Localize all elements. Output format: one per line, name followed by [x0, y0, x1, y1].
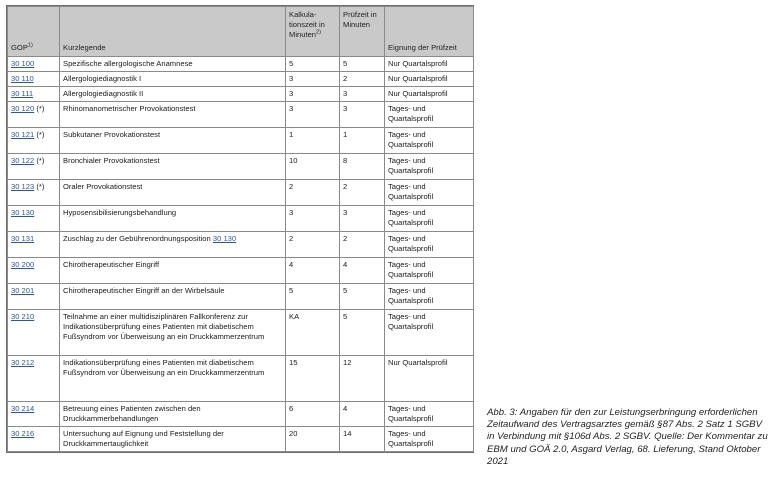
header-kurzlegende: Kurzlegende — [60, 7, 286, 57]
cell-gop — [8, 402, 60, 427]
table-row — [8, 102, 474, 128]
cell-kurzlegende — [60, 57, 286, 72]
cell-pruefzeit: 3 — [340, 87, 385, 102]
table-row — [8, 232, 474, 258]
figure-caption: Abb. 3: Angaben für den zur Leistungserbringung erforderlichen Zeitaufwand des Vertragsarztes gemäß §87 Abs. 2 Satz 1 SGBV in Verbindung mit §106d Abs. 2 SGBV. Quelle: Der Kommentar zu EBM und GOÄ 2.0, Asgard Verlag, 68. Lieferung, Stand Oktober 2021 — [487, 407, 768, 467]
gop-table-container — [6, 5, 474, 453]
kurzlegende-text: Untersuchung auf Eignung und Feststellung der Druckkammertauglichkeit — [63, 429, 224, 448]
cell-pruefzeit: 3 — [340, 206, 385, 232]
gop-marker: (*) — [36, 104, 45, 113]
cell-pruefzeit: 12 — [340, 356, 385, 402]
cell-eignung: Nur Quartalsprofil — [385, 87, 474, 102]
gop-link[interactable]: 30 216 — [11, 429, 35, 438]
cell-gop — [8, 258, 60, 284]
table-row — [8, 72, 474, 87]
gop-link[interactable]: 30 123 — [11, 182, 35, 191]
gop-link[interactable]: 30 131 — [11, 234, 35, 243]
cell-kalkulationszeit: 2 — [286, 232, 340, 258]
table-row — [8, 57, 474, 72]
cell-pruefzeit: 4 — [340, 258, 385, 284]
kurzlegende-text: Betreuung eines Patienten zwischen den Druckkammerbehandlungen — [63, 404, 201, 423]
kurzlegende-text: Indikationsüberprüfung eines Patienten mit diabetischem Fußsyndrom vor Überweisung an ein Druckkammerzentrum — [63, 358, 265, 377]
table-row — [8, 356, 474, 402]
header-eignung: Eignung der Prüfzeit — [385, 7, 474, 57]
cell-pruefzeit: 1 — [340, 128, 385, 154]
cell-gop — [8, 427, 60, 452]
cell-kurzlegende — [60, 258, 286, 284]
cell-kalkulationszeit: 3 — [286, 102, 340, 128]
cell-kalkulationszeit: 5 — [286, 57, 340, 72]
cell-kurzlegende — [60, 310, 286, 356]
gop-marker: (*) — [36, 130, 45, 139]
kurzlegende-text: Spezifische allergologische Anamnese — [63, 59, 193, 68]
gop-link[interactable]: 30 130 — [11, 208, 35, 217]
cell-kurzlegende — [60, 356, 286, 402]
cell-gop — [8, 356, 60, 402]
cell-kurzlegende — [60, 72, 286, 87]
gop-link[interactable]: 30 100 — [11, 59, 35, 68]
cell-kurzlegende — [60, 284, 286, 310]
header-gop: GOP$^{1)}$ — [8, 7, 60, 57]
cell-eignung: Tages- und Quartalsprofil — [385, 128, 474, 154]
cell-eignung: Nur Quartalsprofil — [385, 57, 474, 72]
cell-pruefzeit: 5 — [340, 284, 385, 310]
gop-link[interactable]: 30 200 — [11, 260, 35, 269]
cell-eignung: Tages- und Quartalsprofil — [385, 180, 474, 206]
cell-kalkulationszeit: 3 — [286, 87, 340, 102]
cell-kalkulationszeit: 6 — [286, 402, 340, 427]
cell-kalkulationszeit: 5 — [286, 284, 340, 310]
cell-gop — [8, 310, 60, 356]
cell-gop — [8, 180, 60, 206]
table-body — [8, 57, 474, 452]
gop-reference-link[interactable]: 30 130 — [212, 234, 237, 243]
cell-kurzlegende — [60, 180, 286, 206]
gop-link[interactable]: 30 212 — [11, 358, 35, 367]
cell-kalkulationszeit: 15 — [286, 356, 340, 402]
cell-kurzlegende — [60, 128, 286, 154]
cell-gop — [8, 87, 60, 102]
cell-pruefzeit: 2 — [340, 180, 385, 206]
cell-kalkulationszeit: 4 — [286, 258, 340, 284]
cell-eignung: Tages- und Quartalsprofil — [385, 284, 474, 310]
kurzlegende-text: Allergologiediagnostik II — [63, 89, 144, 98]
table-row — [8, 128, 474, 154]
cell-kalkulationszeit: 3 — [286, 72, 340, 87]
cell-kurzlegende — [60, 402, 286, 427]
cell-pruefzeit: 3 — [340, 102, 385, 128]
gop-link[interactable]: 30 111 — [11, 89, 34, 98]
cell-gop — [8, 102, 60, 128]
cell-kurzlegende — [60, 232, 286, 258]
kurzlegende-text: Subkutaner Provokationstest — [63, 130, 161, 139]
cell-kurzlegende — [60, 87, 286, 102]
cell-pruefzeit: 8 — [340, 154, 385, 180]
cell-kurzlegende — [60, 102, 286, 128]
cell-kalkulationszeit: KA — [286, 310, 340, 356]
table-row — [8, 427, 474, 452]
kurzlegende-text: Hyposensibilisierungsbehandlung — [63, 208, 177, 217]
cell-gop — [8, 128, 60, 154]
table-row — [8, 87, 474, 102]
cell-kurzlegende — [60, 154, 286, 180]
kurzlegende-text: Teilnahme an einer multidisziplinären Fallkonferenz zur Indikationsüberprüfung eines Patienten mit diabetischem Fußsyndrom vor Überweisung an ein Druckkammerzentrum — [63, 312, 265, 341]
cell-pruefzeit: 5 — [340, 57, 385, 72]
gop-link[interactable]: 30 110 — [11, 74, 34, 83]
cell-kalkulationszeit: 20 — [286, 427, 340, 452]
header-pruefzeit: Prüfzeit in Minuten — [340, 7, 385, 57]
kurzlegende-text: Rhinomanometrischer Provokationstest — [63, 104, 196, 113]
gop-link[interactable]: 30 201 — [11, 286, 35, 295]
cell-pruefzeit: 2 — [340, 232, 385, 258]
cell-kurzlegende — [60, 206, 286, 232]
cell-eignung: Tages- und Quartalsprofil — [385, 258, 474, 284]
table-row — [8, 154, 474, 180]
cell-gop — [8, 284, 60, 310]
cell-gop — [8, 206, 60, 232]
gop-link[interactable]: 30 120 — [11, 104, 35, 113]
table-header-row — [8, 7, 474, 57]
table-row — [8, 180, 474, 206]
cell-kalkulationszeit: 3 — [286, 206, 340, 232]
kurzlegende-text: Zuschlag zu der Gebührenordnungsposition — [63, 234, 211, 243]
table-row — [8, 310, 474, 356]
gop-link[interactable]: 30 210 — [11, 312, 35, 321]
cell-eignung: Tages- und Quartalsprofil — [385, 102, 474, 128]
kurzlegende-text: Chirotherapeutischer Eingriff an der Wirbelsäule — [63, 286, 225, 295]
cell-gop — [8, 57, 60, 72]
kurzlegende-text: Allergologiediagnostik I — [63, 74, 142, 83]
gop-link[interactable]: 30 121 — [11, 130, 35, 139]
kurzlegende-text: Oraler Provokationstest — [63, 182, 143, 191]
cell-eignung: Tages- und Quartalsprofil — [385, 310, 474, 356]
gop-marker: (*) — [36, 156, 45, 165]
kurzlegende-text: Chirotherapeutischer Eingriff — [63, 260, 160, 269]
cell-eignung: Nur Quartalsprofil — [385, 72, 474, 87]
cell-eignung: Nur Quartalsprofil — [385, 356, 474, 402]
table-row — [8, 258, 474, 284]
cell-kurzlegende — [60, 427, 286, 452]
cell-pruefzeit: 4 — [340, 402, 385, 427]
cell-gop — [8, 232, 60, 258]
cell-pruefzeit: 2 — [340, 72, 385, 87]
cell-pruefzeit: 5 — [340, 310, 385, 356]
cell-gop — [8, 154, 60, 180]
cell-eignung: Tages- und Quartalsprofil — [385, 402, 474, 427]
table-row — [8, 284, 474, 310]
cell-kalkulationszeit: 1 — [286, 128, 340, 154]
gop-marker: (*) — [36, 182, 45, 191]
cell-eignung: Tages- und Quartalsprofil — [385, 206, 474, 232]
cell-kalkulationszeit: 2 — [286, 180, 340, 206]
gop-link[interactable]: 30 122 — [11, 156, 35, 165]
header-kalkulationszeit: Kalkula-tionszeit in Minuten$^{2)}$ — [286, 7, 340, 57]
table-row — [8, 402, 474, 427]
gop-link[interactable]: 30 214 — [11, 404, 35, 413]
cell-pruefzeit: 14 — [340, 427, 385, 452]
cell-eignung: Tages- und Quartalsprofil — [385, 427, 474, 452]
table-row — [8, 206, 474, 232]
cell-kalkulationszeit: 10 — [286, 154, 340, 180]
cell-eignung: Tages- und Quartalsprofil — [385, 232, 474, 258]
cell-eignung: Tages- und Quartalsprofil — [385, 154, 474, 180]
gop-table — [7, 6, 474, 452]
cell-gop — [8, 72, 60, 87]
kurzlegende-text: Bronchialer Provokationstest — [63, 156, 160, 165]
